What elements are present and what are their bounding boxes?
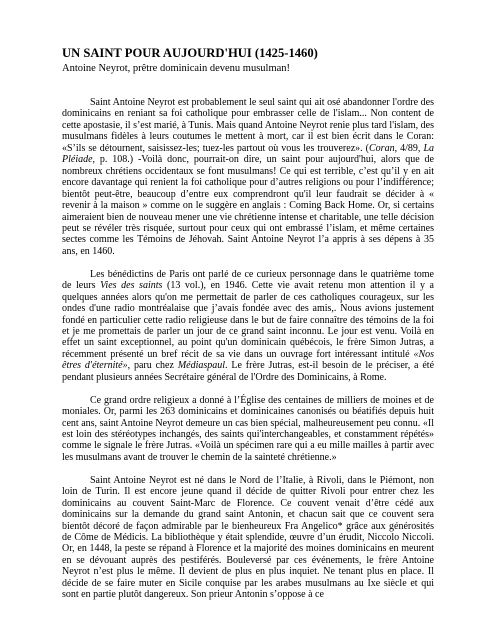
paragraph-text: (13 vol.), en 1946. Cette vie avait retenu mon attention il y a quelques années alors qu'on me permettait de parler de ces catholiques courageux, sur les ondes d'une radio montréalaise que j’avais fondée avec des amis,. Nous avions justement fondé en particulier cette radio religieuse dans le but de faire connaître des témoins de la foi et je me promettais de parler un jour de ce grand saint inconnu. Le jour est venu. Voilà en effet un saint exceptionnel, au point qu'un dominicain québécois, le frère Simon Jutras, a récemment présenté un bref récit de sa vie dans un ouvrage fort intéressant intitulé (62, 280, 434, 360)
page-subtitle: Antoine Neyrot, prêtre dominicain devenu musulman! (62, 63, 291, 74)
body-paragraph (62, 97, 434, 257)
paragraph-text: , 4/89, (394, 142, 424, 154)
paragraph-text: , paru chez (127, 360, 178, 372)
paragraph-text: , p. 108.) -Voilà donc, pourrait-on dire, un saint pour aujourd'hui, alors que de nombreux chrétiens occidentaux se font musulmans! Ce qui est terrible, c’est qu’il y en ait encore davantage qui renient la foi catholique pour d’autres religions ou pour l’indifférence; bientôt peut-être, beaucoup d’entre eux comprendront qu'il leur faudrait se décider à « revenir à la maison » comme on le suggère en anglais : Coming Back Home. Or, si certains aimeraient bien de nouveau mener une vie chrétienne intense et charitable, une telle décision peut se révéler très risquée, surtout pour ceux qui ont embrassé l’islam, et même certaines sectes comme les Témoins de Jéhovah. Saint Antoine Neyrot l’a appris à ses dépens à 35 ans, en 1460. (62, 154, 434, 257)
page-title: UN SAINT POUR AUJOURD'HUI (1425-1460) (62, 46, 318, 60)
article-body (62, 97, 434, 601)
paragraph-text: Ce grand ordre religieux a donné à l’Église des centaines de milliers de moines et de moniales. Or, parmi les 263 dominicains et dominicaines canonisés ou béatifiés depuis huit cent ans, saint Antoine Neyrot demeure un cas bien spécial, malheureusement peu connu. «Il est loin des stéréotypes inchangés, des saints qui'interchangeables, et constamment répétés» comme le signale le frère Jutras. «Voilà un spécimen rare qui a eu mille mailles à partir avec les musulmans avant de trouver le chemin de la sainteté chrétienne.» (62, 394, 434, 463)
italic-text: Médiaspaul (177, 360, 226, 372)
paragraph-text: Les bénédictins de Paris ont parlé de ce curieux personnage dans le quatrième tome de leurs (62, 268, 434, 292)
paragraph-text: . Le frère Jutras, est-il besoin de le préciser, a été pendant plusieurs années Secrétaire général de l'Ordre des Dominicains, à Rome. (62, 360, 435, 383)
italic-text: La Pléiade (62, 142, 435, 166)
paragraph-text: Saint Antoine Neyrot est né dans le Nord de l’Italie, à Rivoli, dans le Piémont, non loin de Turin. Il est encore jeune quand il décide de quitter Rivoli pour entrer chez les dominicains au couvent Saint-Marc de Florence. Ce couvent venait d’être cédé aux dominicains sur la demande du grand saint Antonin, et chacun sait que ce couvent sera bientôt décoré de façon admirable par le bienheureux Fra Angelico* grâce aux générosités de Côme de Médicis. La bibliothèque y était splendide, œuvre d’un érudit, Niccolo Niccoli. Or, en 1448, la peste se répand à Florence et la majorité des moines dominicains en meurent en se dévouant auprès des pestiférés. Bouleversé par ces événements, le frère Antoine Neyrot n’est plus le même. Il devient de plus en plus inquiet. Ne tenant plus en place. Il décide de se faire muter en Sicile conquise par les arabes musulmans au Ixe siècle et qui sont en partie plutôt dangereux. Son prieur Antonin s’oppose à ce (62, 474, 434, 601)
italic-text: Coran (369, 142, 395, 154)
paragraph-text: Saint Antoine Neyrot est probablement le seul saint qui ait osé abandonner l'ordre des dominicains en reniant sa foi catholique pour embrasser celle de l'islam... Non content de cette apostasie, il s’est marié, à Tunis. Mais quand Antoine Neyrot renie plus tard l'islam, des musulmans fidèles à leurs coutumes le mettent à mort, car il est bien écrit dans le Coran: «S’ils se détournent, saisissez-les; tuez-les partout où vous les trouverez». ( (62, 97, 435, 154)
italic-text: Vies des saints (100, 280, 163, 292)
body-paragraph (62, 395, 434, 464)
body-paragraph (62, 475, 434, 601)
body-paragraph (62, 269, 434, 384)
italic-text: «Nos êtres d'éternité» (62, 348, 434, 372)
